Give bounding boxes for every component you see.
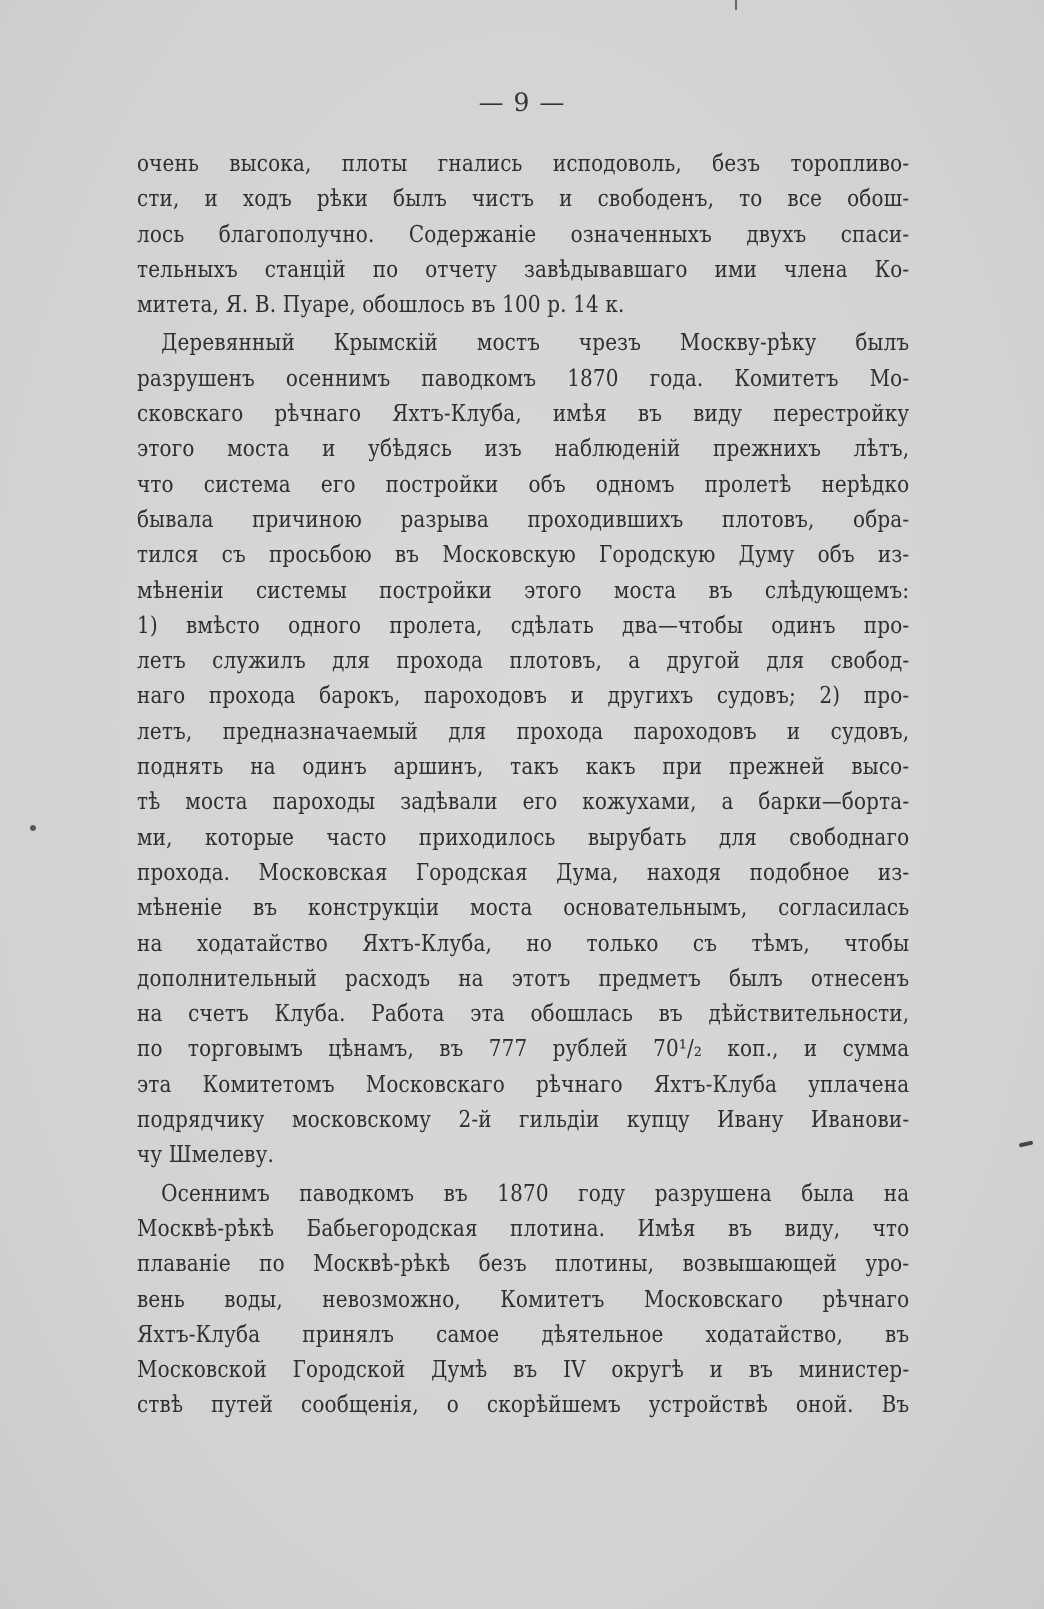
paragraph-3	[137, 1176, 909, 1423]
text-line: ствѣ путей сообщенія, о скорѣйшемъ устройствѣ оной. Въ	[137, 1391, 910, 1419]
scan-dash-mark	[1019, 1141, 1034, 1148]
scan-artifact-top	[735, 0, 737, 10]
text-line: по торговымъ цѣнамъ, въ 777 рублей 70¹/₂ коп., и сумма	[137, 1035, 910, 1063]
text-line: плаваніе по Москвѣ-рѣкѣ безъ плотины, возвышающей уро-	[137, 1250, 910, 1278]
text-line: на счетъ Клуба. Работа эта обошлась въ дѣйствительности,	[137, 1000, 910, 1028]
text-line: эта Комитетомъ Московскаго рѣчнаго Яхтъ-Клуба уплачена	[137, 1070, 910, 1098]
text-line: мѣненіи системы постройки этого моста въ слѣдующемъ:	[137, 576, 910, 604]
text-line: летъ, предназначаемый для прохода пароходовъ и судовъ,	[137, 717, 910, 745]
text-line: бывала причиною разрыва проходившихъ плотовъ, обра-	[137, 505, 910, 533]
text-line: мѣненіе въ конструкціи моста основательнымъ, согласилась	[137, 894, 910, 922]
text-line: 1) вмѣсто одного пролета, сдѣлать два—чтобы одинъ про-	[137, 611, 910, 639]
scan-speck	[30, 825, 36, 831]
text-line: тился съ просьбою въ Московскую Городскую Думу объ из-	[137, 541, 910, 569]
text-line: Москвѣ-рѣкѣ Бабьегородская плотина. Имѣя въ виду, что	[137, 1214, 910, 1242]
text-line: Осеннимъ паводкомъ въ 1870 году разрушена была на	[161, 1179, 910, 1207]
text-line: Яхтъ-Клуба принялъ самое дѣятельное ходатайство, въ	[137, 1320, 910, 1348]
paragraph-2	[137, 325, 909, 1172]
text-line: митета, Я. В. Пуаре, обошлось въ 100 р. 14 к.	[137, 291, 625, 319]
text-line: вень воды, невозможно, Комитетъ Московскаго рѣчнаго	[137, 1285, 910, 1313]
text-line: тельныхъ станцій по отчету завѣдывавшаго ими члена Ко-	[137, 255, 910, 283]
text-line: наго прохода барокъ, пароходовъ и другихъ судовъ; 2) про-	[137, 682, 910, 710]
text-line: летъ служилъ для прохода плотовъ, а другой для свобод-	[137, 647, 910, 675]
text-line: сти, и ходъ рѣки былъ чистъ и свободенъ, то все обош-	[137, 185, 910, 213]
text-line: очень высока, плоты гнались исподоволь, безъ торопливо-	[137, 150, 910, 177]
text-line: чу Шмелеву.	[137, 1141, 274, 1169]
text-line: подрядчику московскому 2-й гильдіи купцу Ивану Иванови-	[137, 1106, 910, 1134]
paragraph-1	[137, 146, 909, 322]
body-text	[137, 146, 909, 1423]
text-line: разрушенъ осеннимъ паводкомъ 1870 года. Комитетъ Мо-	[137, 364, 910, 392]
text-line: дополнительный расходъ на этотъ предметъ былъ отнесенъ	[137, 964, 910, 992]
text-line: что система его постройки объ одномъ пролетѣ нерѣдко	[137, 470, 910, 498]
text-line: Деревянный Крымскій мостъ чрезъ Москву-рѣку былъ	[161, 329, 910, 357]
page-number: — 9 —	[478, 88, 566, 117]
text-line: лось благополучно. Содержаніе означенныхъ двухъ спаси-	[137, 220, 910, 248]
text-line: на ходатайство Яхтъ-Клуба, но только съ тѣмъ, чтобы	[137, 929, 910, 957]
text-line: этого моста и убѣдясь изъ наблюденій прежнихъ лѣтъ,	[137, 435, 910, 463]
text-line: поднять на одинъ аршинъ, такъ какъ при прежней высо-	[137, 753, 910, 781]
text-line: тѣ моста пароходы задѣвали его кожухами, а барки—борта-	[137, 788, 910, 816]
text-line: ми, которые часто приходилось вырубать для свободнаго	[137, 823, 910, 851]
text-line: Московской Городской Думѣ въ IV округѣ и въ министер-	[137, 1356, 910, 1384]
text-line: сковскаго рѣчнаго Яхтъ-Клуба, имѣя въ виду перестройку	[137, 400, 910, 428]
text-line: прохода. Московская Городская Дума, находя подобное из-	[137, 858, 910, 886]
